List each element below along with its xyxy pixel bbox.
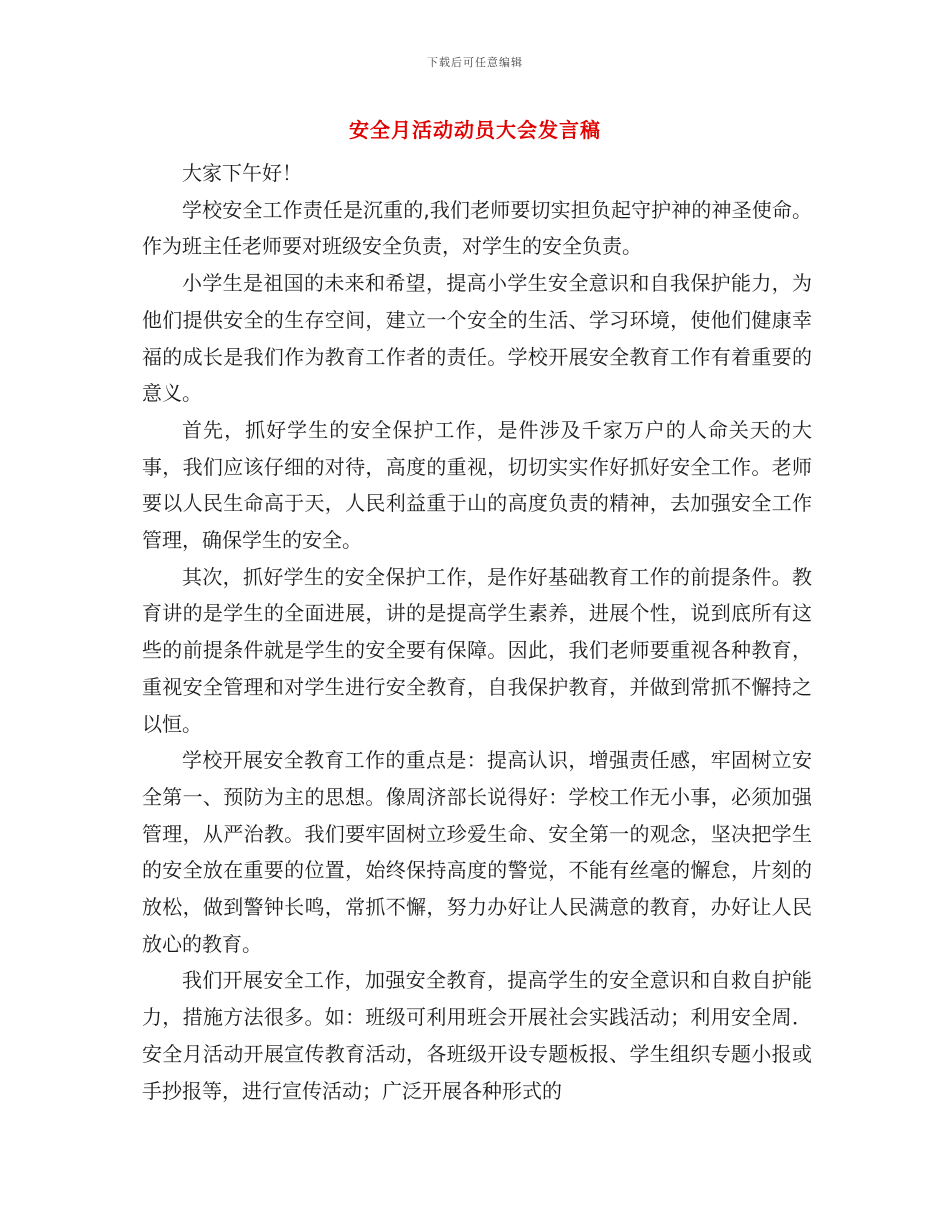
paragraph: 我们开展安全工作，加强安全教育，提高学生的安全意识和自救自护能力，措施方法很多。如：班级可利用班会开展社会实践活动；利用安全周．安全月活动开展宣传教育活动，各班级开设专题板报、学生组织专题小报或手抄报等，进行宣传活动；广泛开展各种形式的 <box>142 968 812 1103</box>
paragraph: 首先，抓好学生的安全保护工作，是件涉及千家万户的人命关天的大事，我们应该仔细的对待，高度的重视，切切实实作好抓好安全工作。老师要以人民生命高于天，人民利益重于山的高度负责的精神，去加强安全工作管理，确保学生的安全。 <box>142 417 812 553</box>
header-note: 下载后可任意编辑 <box>427 56 523 69</box>
paragraph: 学校安全工作责任是沉重的,我们老师要切实担负起守护神的神圣使命。作为班主任老师要对班级安全负责，对学生的安全负责。 <box>142 197 812 259</box>
document-title: 安全月活动动员大会发言稿 <box>349 118 601 142</box>
paragraph: 小学生是祖国的未来和希望，提高小学生安全意识和自我保护能力，为他们提供安全的生存空间，建立一个安全的生活、学习环境，使他们健康幸福的成长是我们作为教育工作者的责任。学校开展安全教育工作有着重要的意义。 <box>142 271 812 406</box>
document-body <box>142 155 812 1109</box>
paragraph: 学校开展安全教育工作的重点是：提高认识，增强责任感，牢固树立安全第一、预防为主的思想。像周济部长说得好：学校工作无小事，必须加强管理，从严治教。我们要牢固树立珍爱生命、安全第一的观念，坚决把学生的安全放在重要的位置，始终保持高度的警觉，不能有丝毫的懈怠，片刻的放松，做到警钟长鸣，常抓不懈，努力办好让人民满意的教育，办好让人民放心的教育。 <box>142 748 812 956</box>
paragraph: 其次，抓好学生的安全保护工作，是作好基础教育工作的前提条件。教育讲的是学生的全面进展，讲的是提高学生素养，进展个性，说到底所有这些的前提条件就是学生的安全要有保障。因此，我们老师要重视各种教育，重视安全管理和对学生进行安全教育，自我保护教育，并做到常抓不懈持之以恒。 <box>142 564 812 736</box>
paragraph-greeting: 大家下午好！ <box>182 161 302 185</box>
